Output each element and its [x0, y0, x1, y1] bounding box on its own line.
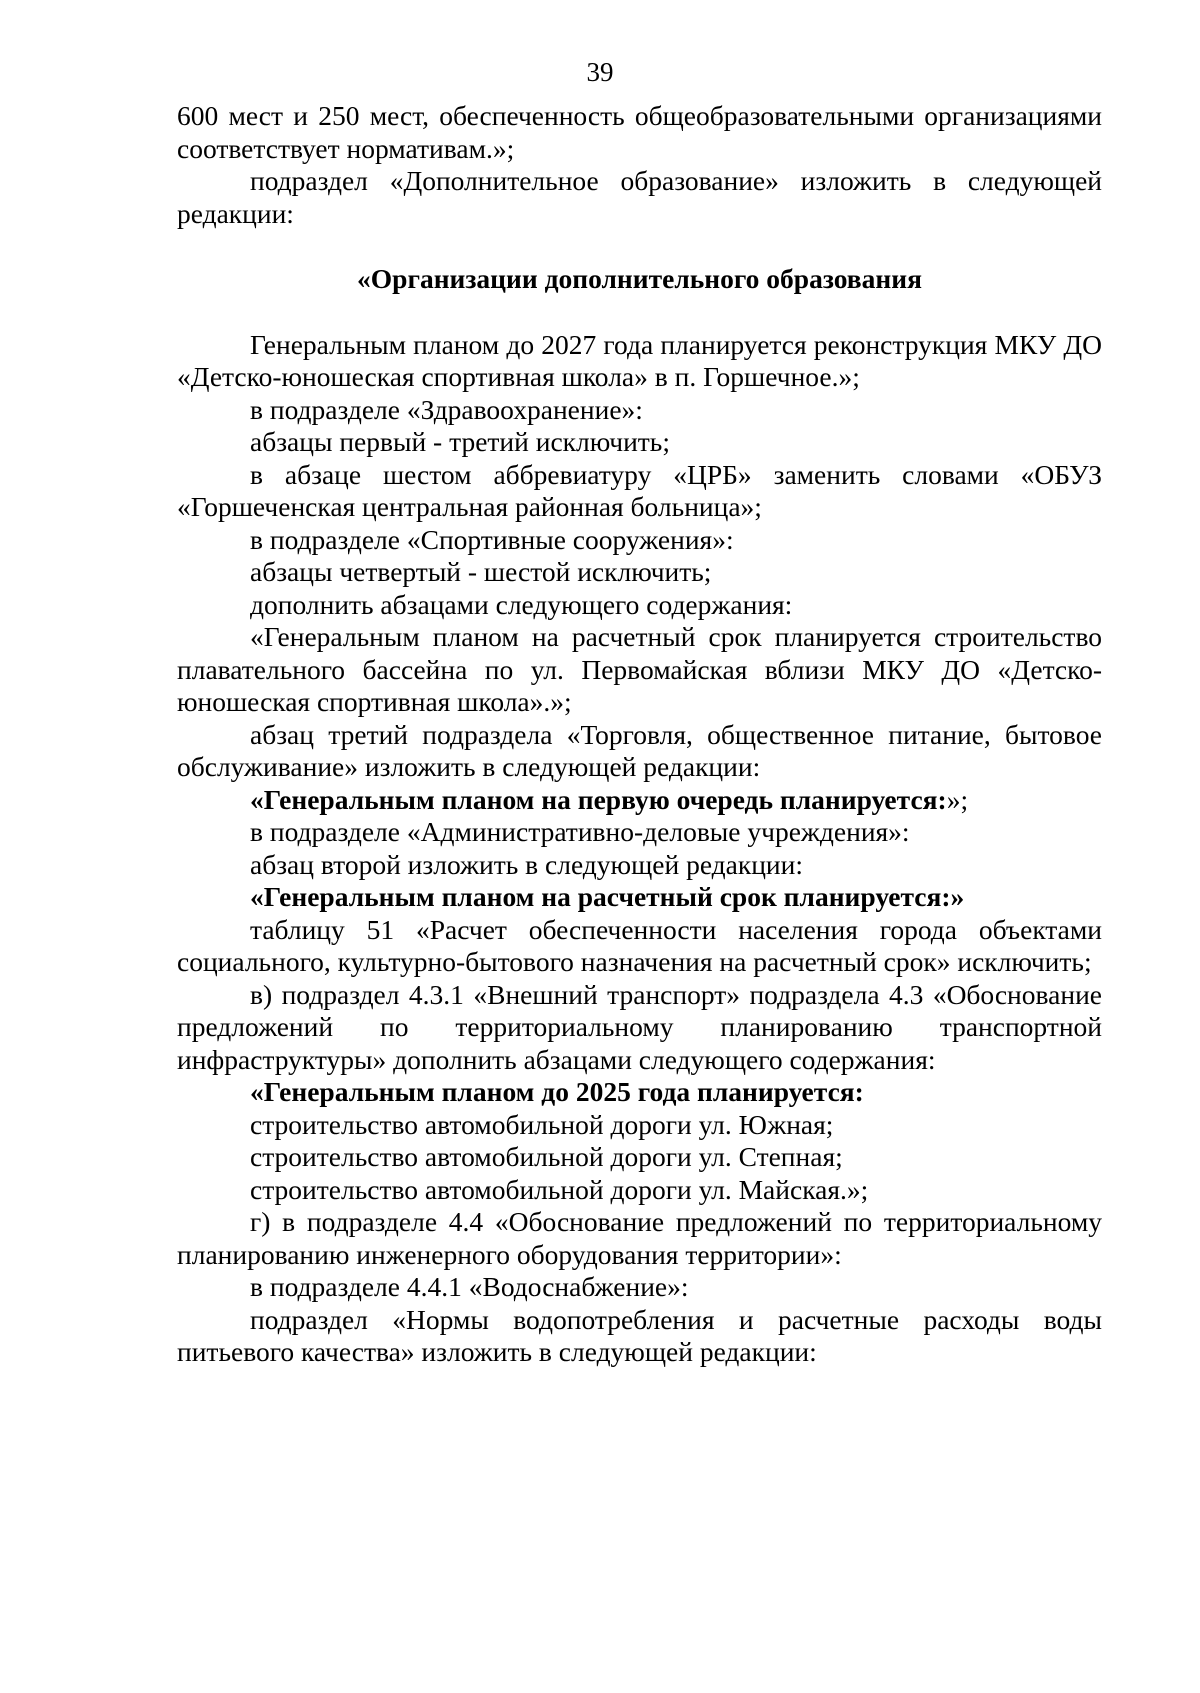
paragraph-sports: в подразделе «Спортивные сооружения»:	[250, 523, 734, 555]
paragraph-engineering: г) в подразделе 4.4 «Обоснование предложений по территориальному планированию инженерного оборудования территории»:	[177, 1206, 1102, 1270]
paragraph-first-phase	[177, 784, 1102, 817]
paragraph-trade: абзац третий подраздела «Торговля, общественное питание, бытовое обслуживание» изложить в следующей редакции:	[177, 718, 1102, 782]
paragraph-additional-education: подраздел «Дополнительное образование» изложить в следующей редакции:	[177, 165, 1102, 229]
paragraph-continuation: 600 мест и 250 мест, обеспеченность общеобразовательными организациями соответствует нормативам.»;	[177, 100, 1102, 164]
paragraph-admin: в подразделе «Административно-деловые учреждения»:	[250, 816, 910, 847]
paragraph-road-mayskaya: строительство автомобильной дороги ул. Майская.»;	[250, 1173, 869, 1205]
paragraph-road-yuzhnaya: строительство автомобильной дороги ул. Южная;	[250, 1108, 834, 1140]
paragraph-healthcare: в подразделе «Здравоохранение»:	[250, 393, 643, 425]
paragraph-second-abzac: абзац второй изложить в следующей редакции:	[250, 848, 804, 880]
paragraph-exclude-4-6: абзацы четвертый - шестой исключить;	[250, 556, 712, 587]
paragraph-reconstruction: Генеральным планом до 2027 года планируется реконструкция МКУ ДО «Детско-юношеская спортивная школа» в п. Горшечное.»;	[177, 328, 1102, 392]
paragraph-estimated-term: «Генеральным планом на расчетный срок планируется:»	[250, 881, 965, 912]
paragraph-external-transport: в) подраздел 4.3.1 «Внешний транспорт» подраздела 4.3 «Обоснование предложений по территориальному планированию транспортной инфраструктуры» дополнить абзацами следующего содержания:	[177, 978, 1102, 1075]
paragraph-water-norms: подраздел «Нормы водопотребления и расчетные расходы воды питьевого качества» изложить в следующей редакции:	[177, 1303, 1102, 1367]
document-body	[177, 100, 1102, 1369]
paragraph-crb-replace: в абзаце шестом аббревиатуру «ЦРБ» заменить словами «ОБУЗ «Горшеченская центральная районная больница»;	[177, 458, 1102, 522]
section-heading: «Организации дополнительного образования	[357, 263, 922, 294]
paragraph-pool: «Генеральным планом на расчетный срок планируется строительство плавательного бассейна по ул. Первомайская вблизи МКУ ДО «Детско-юношеская спортивная школа».»;	[177, 621, 1102, 717]
page-number: 39	[586, 57, 614, 87]
paragraph-road-stepnaya: строительство автомобильной дороги ул. Степная;	[250, 1141, 843, 1172]
paragraph-exclude-1-3: абзацы первый - третий исключить;	[250, 426, 670, 457]
paragraph-add-paragraphs: дополнить абзацами следующего содержания:	[250, 588, 793, 620]
paragraph-2025-plan: «Генеральным планом до 2025 года планируется:	[250, 1076, 864, 1107]
paragraph-table-51: таблицу 51 «Расчет обеспеченности населения города объектами социального, культурно-бытового назначения на расчетный срок» исключить;	[177, 913, 1102, 977]
first-phase-tail: »;	[946, 783, 969, 815]
paragraph-water-supply: в подразделе 4.4.1 «Водоснабжение»:	[250, 1271, 689, 1302]
bold-first-phase: «Генеральным планом на первую очередь планируется:	[250, 783, 947, 815]
